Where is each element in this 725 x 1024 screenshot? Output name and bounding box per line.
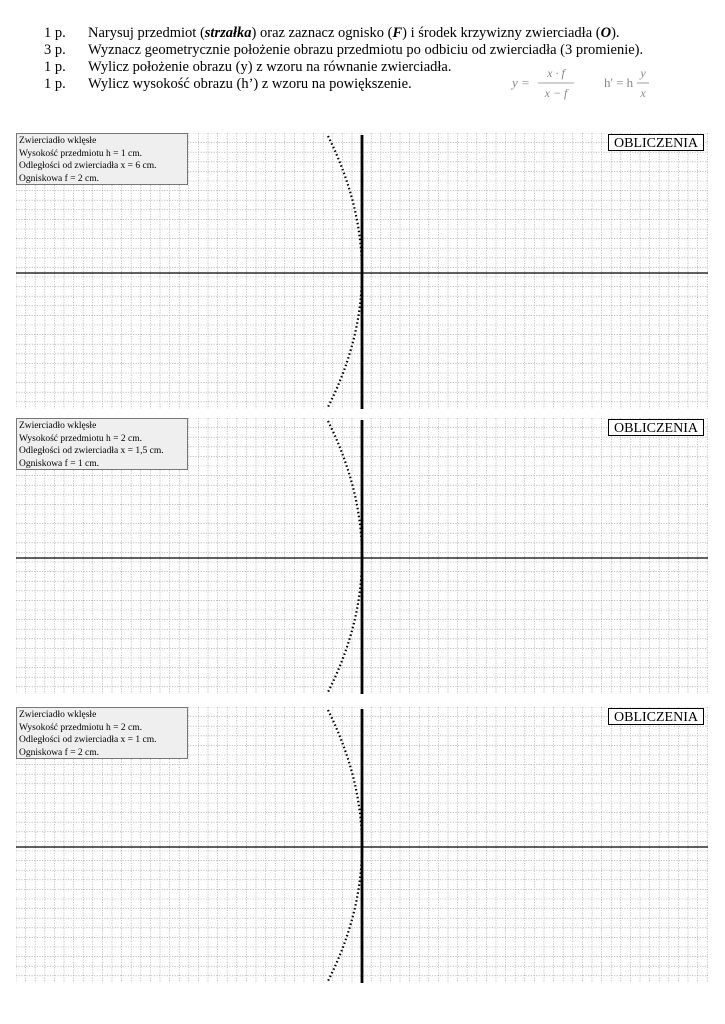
formula-h-den: x bbox=[640, 86, 646, 100]
formula-y-lhs: y = bbox=[512, 75, 530, 90]
instruction-points: 3 p. bbox=[44, 42, 66, 58]
instruction-fragment: ). bbox=[611, 25, 620, 41]
exercise-panel bbox=[16, 707, 708, 983]
formula-h-num: y bbox=[640, 66, 646, 80]
problem-data-box bbox=[16, 707, 188, 759]
emphasis-text: strzałka bbox=[204, 25, 252, 41]
problem-data-line: Odległości od zwierciadła x = 1 cm. bbox=[19, 735, 157, 745]
exercise-panel bbox=[16, 133, 708, 409]
calculations-label: OBLICZENIA bbox=[608, 708, 704, 725]
concave-mirror-arc bbox=[328, 421, 362, 692]
instruction-fragment: Wylicz wysokość obrazu (h’) z wzoru na powiększenie. bbox=[88, 76, 412, 92]
instruction-points: 1 p. bbox=[44, 76, 66, 92]
problem-data-line: Zwierciadło wklęsłe bbox=[19, 136, 97, 146]
instruction-fragment: ) oraz zaznacz ognisko ( bbox=[251, 25, 393, 41]
problem-data-box bbox=[16, 133, 188, 185]
problem-data-line: Zwierciadło wklęsłe bbox=[19, 421, 97, 431]
problem-data-line: Odległości od zwierciadła x = 1,5 cm. bbox=[19, 446, 164, 456]
problem-data-line: Ogniskowa f = 2 cm. bbox=[19, 173, 100, 184]
problem-data-line: Zwierciadło wklęsłe bbox=[19, 710, 97, 720]
emphasis-text: F bbox=[392, 25, 403, 41]
emphasis-text: O bbox=[600, 25, 612, 41]
formula-y-den: x − f bbox=[544, 86, 568, 100]
instruction-fragment: Wylicz położenie obrazu (y) z wzoru na równanie zwierciadła. bbox=[88, 59, 452, 75]
exercise-panel bbox=[16, 418, 708, 694]
problem-data-line: Odległości od zwierciadła x = 6 cm. bbox=[19, 161, 157, 171]
instruction-text bbox=[88, 58, 451, 76]
instruction-fragment: Wyznacz geometrycznie położenie obrazu przedmiotu po odbiciu od zwierciadła (3 promienie). bbox=[88, 42, 644, 58]
problem-data-line: Wysokość przedmiotu h = 2 cm. bbox=[19, 722, 142, 733]
problem-data-box bbox=[16, 418, 188, 470]
problem-data-line: Wysokość przedmiotu h = 1 cm. bbox=[19, 148, 142, 159]
instruction-text bbox=[88, 75, 412, 93]
formulas bbox=[510, 62, 670, 104]
formula-h-lhs: h' = h bbox=[604, 75, 634, 90]
instruction-points: 1 p. bbox=[44, 59, 66, 75]
instruction-row bbox=[0, 24, 725, 42]
instruction-text bbox=[88, 41, 643, 59]
instruction-points: 1 p. bbox=[44, 25, 66, 41]
formula-graphic bbox=[510, 62, 670, 104]
concave-mirror-arc bbox=[328, 710, 362, 981]
problem-data-line: Ogniskowa f = 1 cm. bbox=[19, 458, 100, 469]
instruction-fragment: Narysuj przedmiot ( bbox=[88, 25, 205, 41]
formula-y-num: x · f bbox=[547, 66, 565, 80]
calculations-label: OBLICZENIA bbox=[608, 419, 704, 436]
problem-data-line: Ogniskowa f = 2 cm. bbox=[19, 747, 100, 758]
concave-mirror-arc bbox=[328, 136, 362, 407]
instruction-row bbox=[0, 41, 725, 59]
problem-data-line: Wysokość przedmiotu h = 2 cm. bbox=[19, 433, 142, 444]
instruction-text bbox=[88, 24, 620, 42]
instruction-fragment: ) i środek krzywizny zwierciadła ( bbox=[402, 25, 601, 41]
calculations-label: OBLICZENIA bbox=[608, 134, 704, 151]
